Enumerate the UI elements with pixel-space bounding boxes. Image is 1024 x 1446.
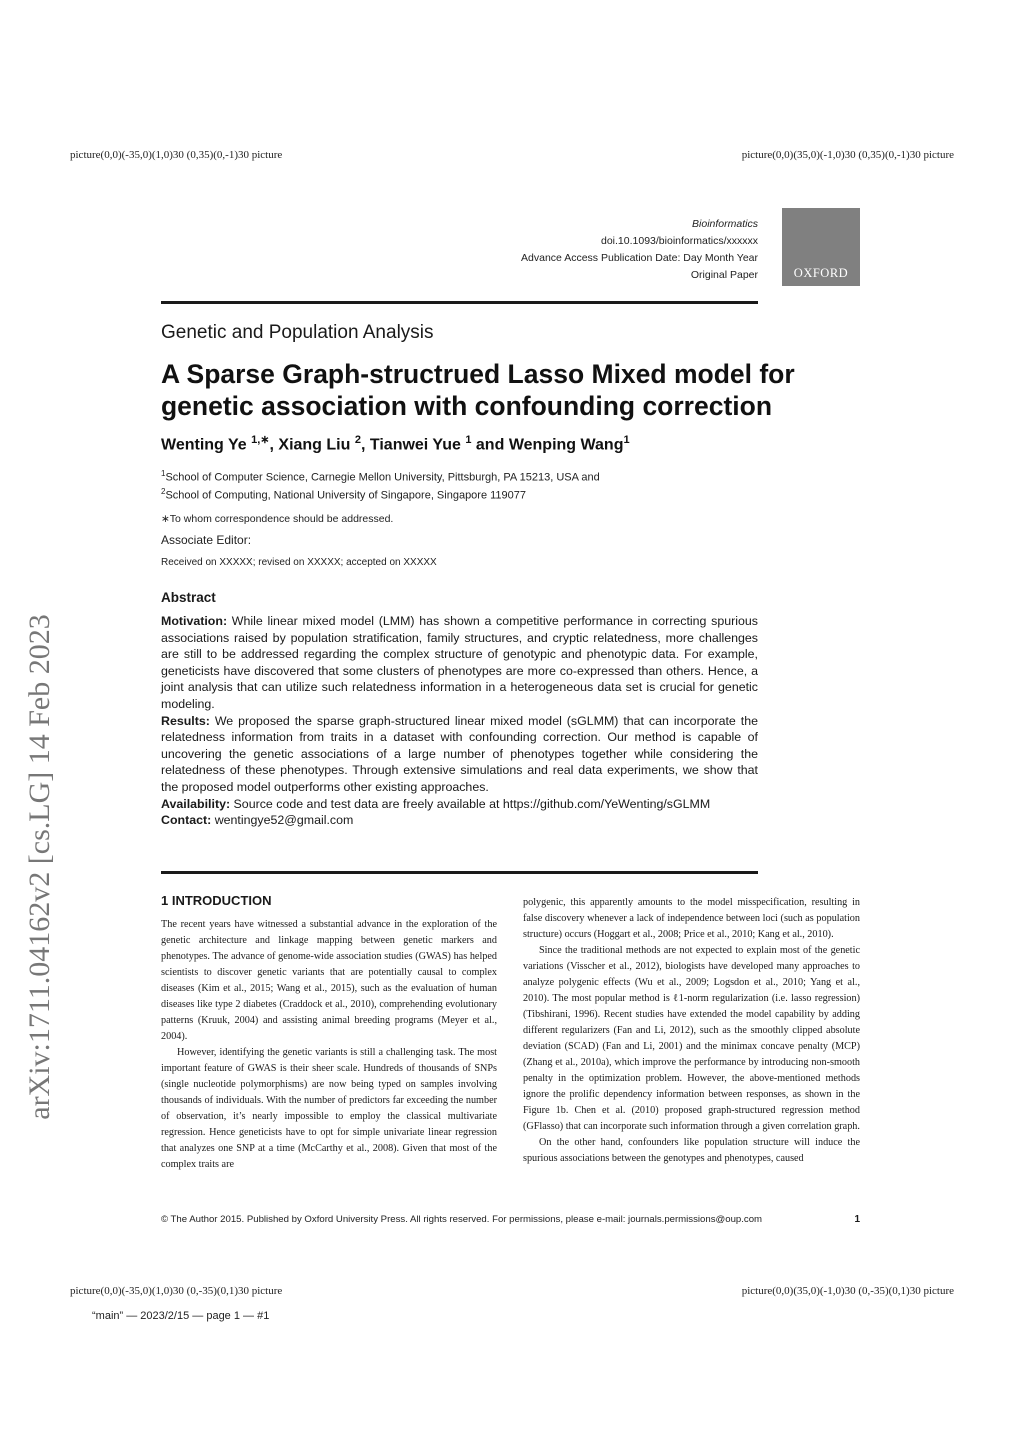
affiliation-1-text: School of Computer Science, Carnegie Mellon University, Pittsburgh, PA 15213, USA and [165,471,600,484]
oxford-logo [782,208,860,286]
abstract-motivation [161,613,758,713]
author-2-affil: 2 [354,434,361,446]
crop-mark-top-right: picture(0,0)(35,0)(-1,0)30 (0,35)(0,-1)30 picture [741,149,954,161]
author-3: Tianwei Yue [369,436,461,454]
journal-name: Bioinformatics [692,218,758,230]
author-3-affil: 1 [465,434,472,446]
intro-paragraph-1: The recent years have witnessed a substantial advance in the exploration of the genetic architecture and linkage mapping between genetic markers and phenotypes. The advance of genome-wide association studies (GWAS) has helped scientists to discover genetic variants that are potentially causal to complex diseases (Kim et al., 2015; Wang et al., 2015), such as the evaluation of human diseases like type 2 diabetes (Craddock et al., 2010), comprehending evolutionary patterns (Kruuk, 2004) and assisting animal breeding programs (Meyer et al., 2004). [161,919,497,1042]
availability-label: Availability: [161,796,231,811]
affiliation-2 [161,487,526,502]
affiliation-2-text: School of Computing, National University of Singapore, Singapore 119077 [165,489,527,502]
introduction-heading: 1 INTRODUCTION [161,893,272,908]
availability-text: Source code and test data are freely available at https://github.com/YeWenting/sGLMM [233,796,711,811]
right-column [523,895,860,1167]
intro-paragraph-2: However, identifying the genetic variants is still a challenging task. The most important feature of GWAS is their sheer scale. Hundreds of thousands of SNPs (single nucleotide polymorphisms) are now being typed on samples involving thousands of individuals. With the number of predictors far exceeding the number of observation, it’s nearly impossible to employ the classical multivariate regression. Hence geneticists have to opt for simple univariate linear regression that analyzes one SNP at a time (McCarthy et al., 2008). Given that most of the complex traits are [161,1047,497,1170]
copyright-footer: © The Author 2015. Published by Oxford University Press. All rights reserved. For permissions, please e-mail: journals.permissions@oup.com [161,1214,763,1225]
build-info: “main” — 2023/2/15 — page 1 — #1 [92,1310,270,1322]
crop-mark-top-left: picture(0,0)(-35,0)(1,0)30 (0,35)(0,-1)30 picture [70,149,283,161]
contact-text: wentingye52@gmail.com [214,813,354,828]
abstract-results [161,713,758,796]
affiliation-1 [161,469,600,484]
page-number: 1 [854,1214,860,1225]
header-rule [161,301,758,304]
journal-paper-type: Original Paper [690,269,758,281]
intro-paragraph-3: polygenic, this apparently amounts to the model misspecification, resulting in false discovery whenever a lack of independence between loci (such as population structure) occurs (Hoggart et al., 2008; Price et al., 2010; Kang et al., 2010). [523,897,860,940]
intro-paragraph-4: Since the traditional methods are not expected to explain most of the genetic variations (Visscher et al., 2012), biologists have developed many approaches to analyze polygenic effects (Wu et al., 2009; Logsdon et al., 2010; Yang et al., 2010). The most popular method is ℓ1-norm regularization (i.e. lasso regression) (Tibshirani, 1996). Recent studies have extended the model capability by adding different regularizers (Fan and Li, 2012), such as the smoothly clipped absolute deviation (SCAD) (Fan and Li, 2001) and the minimax concave penalty (MCP) (Zhang et al., 2010a), which improve the performance by introducing non-smooth penalty in the optimization problem. However, the above-mentioned methods ignore the prolific dependency information between responses, as shown in the Figure 1b. Chen et al. (2010) proposed graph-structured regression method (GFlasso) that can incorporate such information through a given correlation graph. [523,945,860,1132]
author-list: Wenting Ye $^{1,∗}$, Xiang Liu $^2$, Tianwei Yue $^1$ and Wenping Wang$^1$ [161,434,630,454]
intro-paragraph-5: On the other hand, confounders like population structure will induce the spurious associations between the genotypes and phenotypes, caused [523,1137,860,1164]
author-1-affil: 1,∗ [251,434,270,446]
abstract-heading: Abstract [161,590,216,605]
contact-label: Contact: [161,813,212,828]
author-4: Wenping Wang [508,436,624,454]
crop-mark-bottom-left: picture(0,0)(-35,0)(1,0)30 (0,-35)(0,1)30 picture [70,1285,283,1297]
motivation-label: Motivation: [161,614,228,628]
left-column [161,917,497,1173]
affiliation-2-marker: 2 [161,487,166,496]
received-dates: Received on XXXXX; revised on XXXXX; accepted on XXXXX [161,557,437,568]
journal-doi: doi.10.1093/bioinformatics/xxxxxx [601,235,758,247]
abstract-rule [161,871,758,874]
oxford-logo-text: OXFORD [793,266,849,280]
abstract-body [161,613,758,829]
results-label: Results: [161,713,210,728]
abstract-availability [161,796,758,813]
section-label: Genetic and Population Analysis [161,322,434,343]
paper-title: A Sparse Graph-structrued Lasso Mixed model for genetic association with confounding correction [161,359,795,421]
correspondence-note: ∗To whom correspondence should be addressed. [161,513,394,525]
affiliation-1-marker: 1 [161,469,166,478]
author-2: Xiang Liu [278,436,351,454]
abstract-contact [161,812,758,829]
journal-access-date: Advance Access Publication Date: Day Month Year [521,252,758,264]
crop-mark-bottom-right: picture(0,0)(35,0)(-1,0)30 (0,-35)(0,1)30 picture [741,1285,954,1297]
arxiv-identifier: arXiv:1711.04162v2 [cs.LG] 14 Feb 2023 [23,614,56,1120]
author-4-affil: 1 [623,434,630,446]
results-text: We proposed the sparse graph-structured linear mixed model (sGLMM) that can incorporate the relatedness information from traits in a dataset with confounding correction. Our method is capable of uncovering the genetic associations of a large number of phenotypes together while considering the relatedness of these phenotypes. Through extensive simulations and real data experiments, we show that the proposed model outperforms other existing approaches. [161,713,758,794]
author-1: Wenting Ye [161,436,247,454]
author-and: and [475,436,505,454]
motivation-text: While linear mixed model (LMM) has shown a competitive performance in correcting spurious associations raised by population stratification, family structures, and cryptic relatedness, more challenges are still to be addressed regarding the complex structure of genotypic and phenotypic data. For example, geneticists have discovered that some clusters of phenotypes are more co-expressed than others. Hence, a joint analysis that can utilize such relatedness information in a heterogeneous data set is crucial for genetic modeling. [161,614,758,711]
associate-editor: Associate Editor: [161,533,252,547]
